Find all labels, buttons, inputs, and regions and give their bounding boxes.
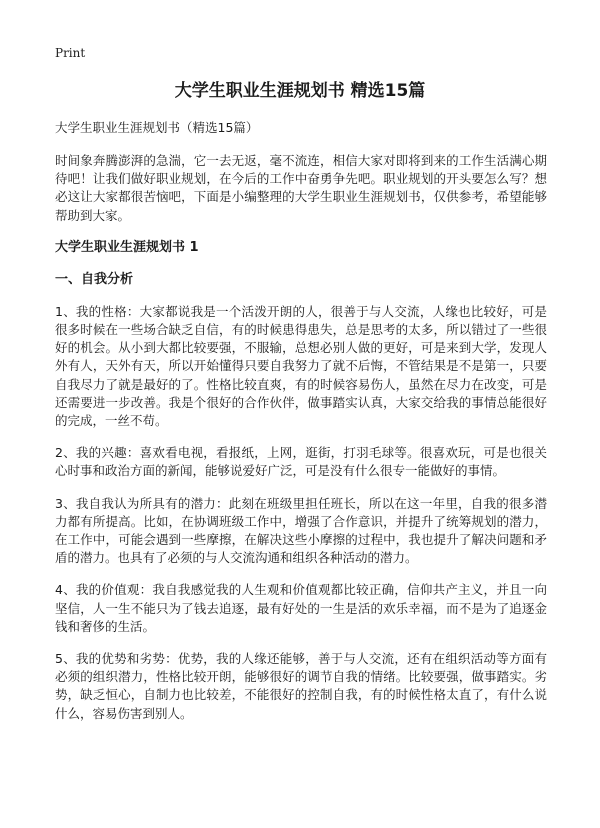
section-title: 大学生职业生涯规划书 1 [55, 239, 199, 255]
paragraph-interests: 2、我的兴趣：喜欢看电视，看报纸，上网，逛街，打羽毛球等。很喜欢玩，可是也很关心时事和政治方面的新闻，能够说爱好广泛，可是没有什么很专一能做好的事情。 [55, 445, 547, 479]
document-title: 大学生职业生涯规划书 精选15篇 [174, 81, 426, 101]
paragraph-abilities: 3、我自我认为所具有的潜力：此刻在班级里担任班长，所以在这一年里，自我的很多潜力都有所提高。比如，在协调班级工作中，增强了合作意识，并提升了统筹规划的潜力，在工作中，可能会遇到一些摩擦，在解决这些小摩擦的过程中，我也提升了解决问题和矛盾的潜力。也具有了必须的与人交流沟通和组织各种活动的潜力。 [55, 495, 547, 566]
document-body [55, 119, 547, 737]
intro-paragraph: 时间象奔腾澎湃的急湍，它一去无返，毫不流连，相信大家对即将到来的工作生活满心期待吧！让我们做好职业规划，在今后的工作中奋勇争先吧。职业规划的开头要怎么写？想必这让大家都很苦恼吧，下面是小编整理的大学生职业生涯规划书，仅供参考，希望能够帮助到大家。 [55, 153, 547, 223]
paragraph-personality: 1、我的性格：大家都说我是一个活泼开朗的人，很善于与人交流，人缘也比较好，可是很多时候在一些场合缺乏自信，有的时候患得患失，总是思考的太多，所以错过了一些很好的机会。从小到大都比较要强，不服输，总想必别人做的更好，可是来到大学，发现人外有人，天外有天，所以开始懂得只要自我努力了就不后悔，不管结果是不是第一，只要自我尽力了就是最好的了。性格比较直爽，有的时候容易伤人，虽然在尽力在改变，可是还需要进一步改善。我是个很好的合作伙伴，做事踏实认真，大家交给我的事情总能很好的完成，一丝不苟。 [55, 303, 547, 429]
paragraph-values: 4、我的价值观：我自我感觉我的人生观和价值观都比较正确，信仰共产主义，并且一向坚信，人一生不能只为了钱去追逐，最有好处的一生是活的欢乐幸福，而不是为了追逐金钱和奢侈的生活。 [55, 582, 547, 634]
paragraph-strengths-weaknesses: 5、我的优势和劣势：优势，我的人缘还能够，善于与人交流，还有在组织活动等方面有必须的组织潜力，性格比较开朗，能够很好的调节自我的情绪。比较要强，做事踏实。劣势，缺乏恒心，自制力也比较差，不能很好的控制自我，有的时候性格太直了，有什么说什么，容易伤害到别人。 [55, 651, 547, 721]
print-link[interactable]: Print [55, 46, 86, 60]
sub-heading-self-analysis: 一、自我分析 [55, 271, 134, 287]
document-subtitle: 大学生职业生涯规划书（精选15篇） [55, 120, 259, 135]
